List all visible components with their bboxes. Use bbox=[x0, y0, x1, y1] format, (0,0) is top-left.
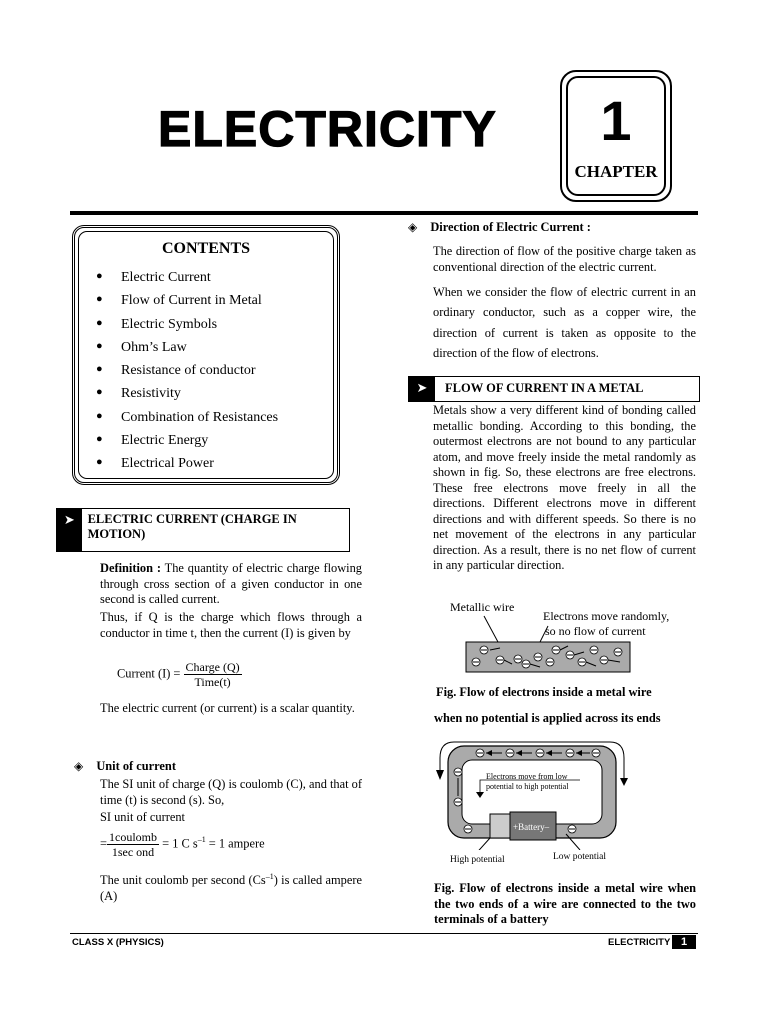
battery-circuit-figure bbox=[430, 738, 630, 850]
section-heading-flow-of-current bbox=[408, 376, 700, 402]
contents-item: ● Resistivity bbox=[93, 382, 278, 405]
fig1-caption-line2: when no potential is applied across its ends bbox=[434, 711, 661, 725]
direction-paragraph-2: When we consider the flow of electric current in an ordinary conductor, such as a copper wire, the direction of current is taken as opposite to the direction of the flow of electrons. bbox=[433, 285, 696, 360]
contents-list bbox=[93, 266, 278, 476]
contents-item: ● Electric Current bbox=[93, 266, 278, 289]
contents-item: ● Ohm’s Law bbox=[93, 336, 278, 359]
fig2-high-potential: High potential bbox=[450, 855, 505, 865]
arrow-icon: ➤ bbox=[57, 509, 82, 551]
fig2-low-potential: Low potential bbox=[553, 852, 607, 862]
arrow-icon: ➤ bbox=[409, 377, 435, 401]
fig1-caption-line1: Fig. Flow of electrons inside a metal wire bbox=[436, 685, 652, 699]
unit-heading-row bbox=[74, 759, 176, 774]
contents-box bbox=[72, 225, 340, 485]
definition-label: Definition : bbox=[100, 561, 162, 575]
unit-text3a: The unit coulomb per second (Cs bbox=[100, 873, 266, 888]
current-formula bbox=[117, 660, 242, 689]
formula-numerator: Charge (Q) bbox=[185, 660, 240, 674]
unit-heading: Unit of current bbox=[96, 759, 176, 773]
scalar-paragraph: The electric current (or current) is a scalar quantity. bbox=[100, 701, 355, 715]
unit-frac-num: 1coulomb bbox=[109, 830, 157, 844]
unit-frac-den: 1sec ond bbox=[111, 845, 155, 859]
unit-fraction bbox=[107, 830, 159, 859]
footer-chapter: ELECTRICITY bbox=[608, 937, 671, 948]
definition-paragraph bbox=[100, 561, 362, 608]
flow-heading-text: FLOW OF CURRENT IN A METAL bbox=[445, 381, 644, 395]
unit-text3b: ) is called ampere (A) bbox=[100, 873, 362, 903]
fig2-inner-label-2: potential to high potential bbox=[486, 782, 569, 791]
metal-wire-figure bbox=[460, 612, 640, 676]
flow-paragraph: Metals show a very different kind of bonding called metallic bonding. According to this bonding, the outermost electrons are not bound to any particular atom, and move freely inside the metal randomly as shown in fig. So, these electrons are free electrons. These free electrons move freely in all the directions. Different electrons move in different directions and with different speeds. So there is no net movement of the electrons in any particular direction. As a result, there is no net flow of current in any particular direction. bbox=[433, 403, 696, 572]
unit-eq-end: = 1 ampere bbox=[205, 836, 265, 851]
fig1-label-electrons-2: so no flow of current bbox=[545, 624, 646, 638]
unit-paragraph-3 bbox=[100, 869, 362, 904]
page-title: ELECTRICITY bbox=[158, 101, 497, 157]
unit-eq-rest: = 1 C s bbox=[162, 836, 198, 851]
chapter-number: 1 bbox=[600, 89, 632, 152]
unit-eq-prefix: = bbox=[100, 836, 107, 851]
page-number: 1 bbox=[672, 935, 696, 949]
direction-heading: Direction of Electric Current : bbox=[430, 220, 591, 234]
section-heading-text: ELECTRIC CURRENT (CHARGE IN MOTION) bbox=[87, 512, 297, 541]
contents-item: ● Flow of Current in Metal bbox=[93, 289, 278, 312]
chapter-label: CHAPTER bbox=[574, 162, 658, 181]
fig1-label-wire: Metallic wire bbox=[450, 600, 515, 614]
contents-item: ● Resistance of conductor bbox=[93, 359, 278, 382]
contents-item: ● Electrical Power bbox=[93, 452, 278, 475]
contents-item: ● Electric Symbols bbox=[93, 313, 278, 336]
fig2-caption: Fig. Flow of electrons inside a metal wire when the two ends of a wire are connected to the two terminals of a battery bbox=[434, 881, 696, 926]
formula-lhs: Current (I) = bbox=[117, 666, 181, 681]
chapter-badge bbox=[560, 70, 672, 202]
direction-heading-row bbox=[408, 220, 591, 235]
header-rule bbox=[70, 211, 698, 215]
fig2-inner-label-1: Electrons move from low bbox=[486, 772, 568, 781]
formula-fraction bbox=[184, 660, 242, 689]
diamond-bullet-icon: ◈ bbox=[408, 220, 418, 234]
contents-heading: CONTENTS bbox=[161, 240, 251, 257]
footer-class: CLASS X (PHYSICS) bbox=[72, 937, 164, 948]
unit-eq-sup: –1 bbox=[197, 835, 206, 845]
unit-paragraph-1: The SI unit of charge (Q) is coulomb (C), and that of time (t) is second (s). So, bbox=[100, 777, 362, 807]
unit-text3-sup: –1 bbox=[265, 872, 274, 881]
contents-item: ● Electric Energy bbox=[93, 429, 278, 452]
direction-paragraph-1: The direction of flow of the positive charge taken as conventional direction of the electric current. bbox=[433, 244, 696, 274]
footer-rule bbox=[70, 933, 698, 934]
formula-denominator: Time(t) bbox=[194, 675, 231, 689]
section-heading-electric-current bbox=[56, 508, 350, 552]
unit-equation bbox=[100, 830, 265, 859]
fig2-battery-label: +Battery– bbox=[513, 822, 550, 832]
definition-text: The quantity of electric charge flowing through cross section of a given conductor in one second is called current. bbox=[100, 561, 363, 606]
unit-paragraph-2: SI unit of current bbox=[100, 810, 185, 824]
contents-item: ● Combination of Resistances bbox=[93, 406, 278, 429]
diamond-bullet-icon: ◈ bbox=[74, 759, 84, 773]
fig1-label-electrons: Electrons move randomly, bbox=[543, 609, 670, 623]
thus-paragraph: Thus, if Q is the charge which flows through a conductor in time t, then the current (I) is given by bbox=[100, 610, 362, 640]
